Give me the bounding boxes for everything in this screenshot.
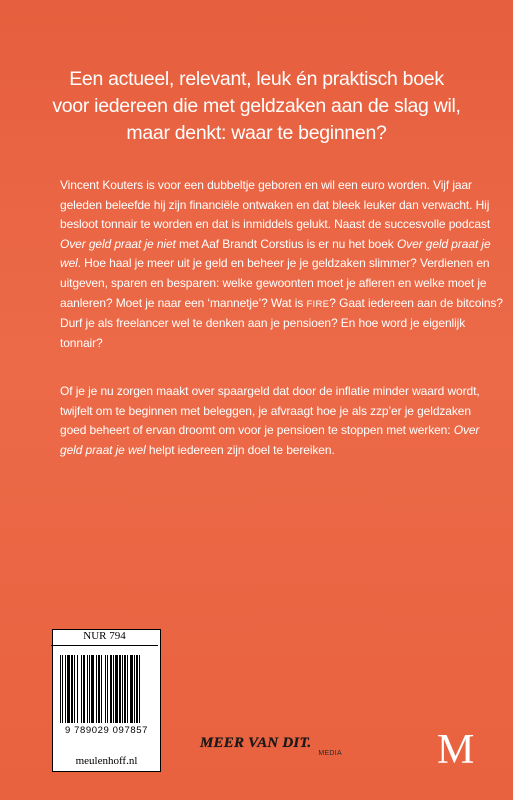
text-line [60, 421, 480, 441]
headline-line: maar denkt: waar te beginnen? [126, 122, 387, 144]
text-segment: ? Gaat iedereen aan de bitcoins? [329, 295, 503, 310]
text-segment: aanleren? Moet je naar een ‘mannetje’? Wat is [60, 295, 307, 310]
isbn-number: 9 789029 097857 [65, 725, 148, 736]
text-line [60, 254, 490, 274]
blurb-paragraph-2 [60, 382, 480, 460]
text-line: besloot tonnair te worden en dat is inmiddels gelukt. Naast de succesvolle podcast [60, 217, 491, 232]
text-line: geleden beleefde hij zijn financiële ontwaken en dat bleek leuker dan verwacht. Hij [60, 197, 490, 212]
barcode-bars [60, 655, 155, 723]
text-segment: helpt iedereen zijn doel te bereiken. [145, 442, 335, 457]
headline [40, 66, 473, 147]
meer-van-dit-logo [200, 734, 350, 768]
book-title: Over geld praat je [396, 236, 491, 251]
text-line: Durf je als freelancer wel te denken aan je pensioen? En hoe word je eigenlijk [60, 316, 466, 331]
text-line: Of je je nu zorgen maakt over spaargeld dat door de inflatie minder waard wordt, [60, 384, 480, 398]
text-line: Vincent Kouters is voor een dubbeltje geboren en wil een euro worden. Vijf jaar [60, 178, 472, 192]
headline-line: Een actueel, relevant, leuk én praktisch boek [69, 68, 444, 90]
text-line [60, 294, 503, 315]
barcode-panel [52, 629, 161, 752]
meer-van-dit-text: MEER VAN DIT. [200, 735, 312, 751]
text-line [60, 441, 460, 461]
media-text: MEDIA [318, 750, 342, 757]
meulenhoff-m-logo: M [437, 727, 475, 773]
nur-code: NUR 794 [51, 628, 158, 646]
publisher-url: meulenhoff.nl [52, 751, 161, 772]
blurb-paragraph-1 [60, 176, 503, 353]
text-line: twijfelt om te beginnen met beleggen, je afvraagt hoe je als zzp’er je geldzaken [60, 403, 471, 418]
text-segment: goed beheert of ervan droomt om voor je pensioen te stoppen met werken: [60, 423, 454, 438]
book-title: Over [453, 423, 480, 438]
text-line: tonnair? [60, 335, 103, 350]
headline-line: voor iedereen die met geldzaken aan de slag wil, [52, 95, 461, 117]
text-segment: . Hoe haal je meer uit je geld en beheer je je geldzaken slimmer? Verdienen en [77, 256, 490, 271]
podcast-title: Over geld praat je niet [60, 236, 176, 251]
book-title-end: geld praat je wel [60, 442, 146, 457]
book-title-end: wel [60, 256, 78, 271]
text-segment: met Aaf Brandt Corstius is er nu het boek [175, 236, 397, 251]
text-line: uitgeven, sparen en besparen: welke gewoonten moet je afleren en welke moet je [60, 275, 487, 290]
text-line [60, 235, 491, 255]
fire-acronym: FIRE [306, 298, 330, 310]
